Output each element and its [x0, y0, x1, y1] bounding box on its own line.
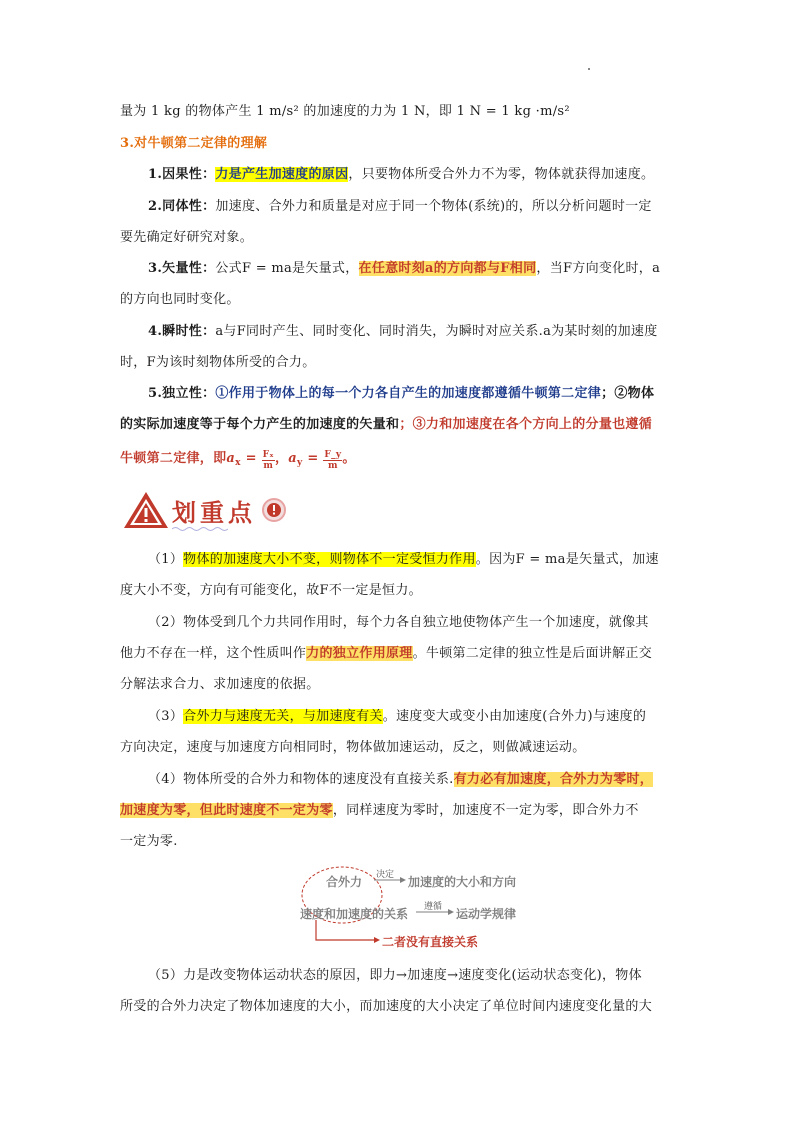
fraction-denominator: m	[263, 461, 274, 471]
item-text: ，当F方向变化时，a	[536, 261, 661, 276]
item-instant	[148, 322, 708, 342]
red-text: 牛顿第二定律，即	[120, 451, 227, 466]
diagram-target-no-relation: 二者没有直接关系	[382, 935, 479, 949]
keypoint-number: （4）	[148, 772, 184, 787]
warning-triangle-icon	[124, 492, 168, 528]
keypoint-text: 力是改变物体运动状态的原因，即力→加速度→速度变化(运动状态变化)，物体	[183, 968, 642, 983]
diagram-target-kinematics: 运动学规律	[456, 907, 517, 921]
item-text: a与F同时产生、同时变化、同时消失，为瞬时对应关系.a为某时刻的加速度	[215, 324, 658, 339]
item-label: 4.瞬时性：	[148, 324, 216, 339]
item-text: ，只要物体所受合外力不为零，物体就获得加速度。	[348, 167, 655, 182]
keypoint-2-cont	[120, 644, 680, 664]
keypoint-text: 物体受到几个力共同作用时，每个力各自独立地使物体产生一个加速度，就像其	[183, 615, 649, 630]
highlight-text: 加速度为零，但此时速度不一定为零	[120, 803, 333, 818]
keypoint-text: 物体所受的合外力和物体的速度没有直接关系.	[183, 772, 454, 787]
keypoint-4-cont2: 一定为零.	[120, 834, 178, 849]
highlight-text: 合外力与速度无关，与加速度有关	[183, 709, 383, 724]
intro-text: 量为 1 kg 的物体产生 1 m/s² 的加速度的力为 1 N，即 1 N = 1 kg ·m/s²	[120, 104, 570, 119]
diagram-node-relation: 速度和加速度的关系	[300, 907, 409, 921]
item-label: 1.因果性：	[148, 167, 216, 182]
fraction-denominator: m	[327, 461, 338, 471]
wave-underline	[172, 526, 228, 532]
keypoint-3	[148, 707, 708, 727]
keypoint-text: 。牛顿第二定律的独立性是后面讲解正交	[412, 646, 653, 661]
keypoint-5-cont: 所受的合外力决定了物体加速度的大小，而加速度的大小决定了单位时间内速度变化量的大	[120, 999, 653, 1014]
relationship-diagram	[296, 862, 536, 952]
item-vector-cont: 的方向也同时变化。	[120, 292, 240, 307]
item-text: 公式F = ma是矢量式，	[215, 261, 359, 276]
item-instant-cont: 时，F为该时刻物体所受的合力。	[120, 355, 316, 370]
section-heading: 3.对牛顿第二定律的理解	[120, 136, 268, 151]
formula-eq: =	[302, 451, 324, 466]
diagram-edge-determines: 决定	[376, 870, 395, 880]
formula-end: 。	[342, 451, 356, 466]
banner-title: 划重点	[172, 499, 256, 527]
item-text: 的实际加速度等于每个力产生的加速度的矢量和	[120, 417, 400, 432]
item-text: ；②物体	[601, 386, 655, 401]
fraction-numerator: F_y	[324, 450, 342, 460]
formula-ay-sub: y	[296, 458, 303, 468]
keypoint-text: ，同样速度为零时，加速度不一定为零，即合外力不	[332, 803, 639, 818]
page-marker-dot	[588, 68, 590, 70]
item-independence	[148, 384, 708, 404]
keypoint-3-cont: 方向决定，速度与加速度方向相同时，物体做加速运动，反之，则做减速运动。	[120, 740, 586, 755]
item-label: 5.独立性：	[148, 386, 216, 401]
formula-ax: a	[226, 451, 236, 466]
keypoint-number: （2）	[148, 615, 184, 630]
keypoint-number: （3）	[148, 709, 184, 724]
diagram-node-net-force: 合外力	[326, 875, 363, 889]
intro-line	[120, 102, 680, 122]
keypoint-4	[148, 770, 708, 790]
formula-fraction-x	[262, 450, 275, 471]
item-label: 3.矢量性：	[148, 261, 216, 276]
fraction-numerator: Fₓ	[262, 450, 274, 460]
keypoint-1	[148, 550, 708, 570]
formula-ay: a	[288, 451, 297, 466]
formula-comma: ，	[274, 451, 289, 466]
keypoint-5	[148, 966, 708, 986]
item-causality	[148, 165, 708, 185]
item-independence-cont	[120, 415, 680, 435]
highlight-text: 有力必有加速度，合外力为零时，	[453, 772, 654, 787]
keypoint-text: 。因为F = ma是矢量式，加速	[475, 552, 659, 567]
diagram-edge-follows: 遵循	[424, 902, 443, 912]
highlight-text: 力的独立作用原理	[306, 646, 413, 661]
keypoint-text: 。速度变大或变小由加速度(合外力)与速度的	[382, 709, 647, 724]
highlight-text: 力是产生加速度的原因	[215, 167, 349, 182]
keypoint-2	[148, 613, 708, 633]
formula-ax-sub: x	[235, 458, 241, 468]
keypoint-number: （5）	[148, 968, 184, 983]
exclamation-circle-icon	[263, 499, 285, 521]
item-independence-formula	[120, 449, 680, 473]
item-vector	[148, 259, 708, 279]
highlight-text: 物体的加速度大小不变，则物体不一定受恒力作用	[183, 552, 476, 567]
keypoint-text: 他力不存在一样，这个性质叫作	[120, 646, 307, 661]
formula-fraction-y	[323, 450, 342, 471]
keypoint-1-cont: 度大小不变，方向有可能变化，故F不一定是恒力。	[120, 583, 422, 598]
formula-eq: =	[240, 451, 262, 466]
item-text: 加速度、合外力和质量是对应于同一个物体(系统)的，所以分析问题时一定	[215, 199, 652, 214]
item-label: 2.同体性：	[148, 199, 216, 214]
diagram-target-acceleration: 加速度的大小和方向	[408, 875, 517, 889]
item-identity	[148, 197, 708, 217]
red-text: ；③力和加速度在各个方向上的分量也遵循	[399, 417, 653, 432]
highlight-text: 在任意时刻a的方向都与F相同	[358, 261, 537, 276]
keypoint-number: （1）	[148, 552, 184, 567]
item-identity-cont: 要先确定好研究对象。	[120, 230, 254, 245]
blue-text: ①作用于物体上的每一个力各自产生的加速度都遵循牛顿第二定律	[215, 386, 602, 401]
keypoint-2-cont2: 分解法求合力、求加速度的依据。	[120, 677, 320, 692]
keypoint-4-cont	[120, 801, 680, 821]
